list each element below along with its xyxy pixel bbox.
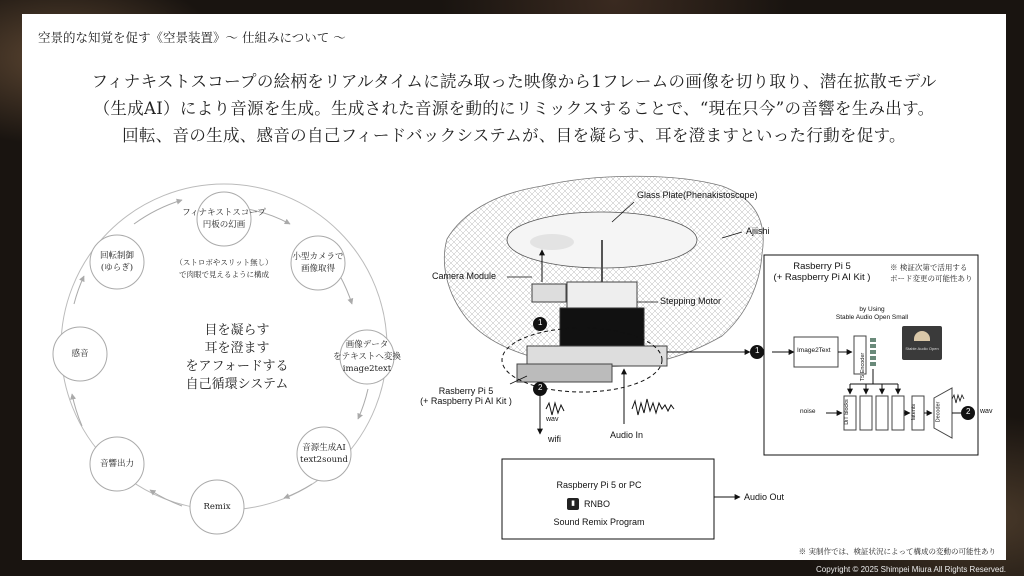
- node-label-2-l2: 画像取得: [300, 264, 336, 274]
- pc-box-program: Sound Remix Program: [553, 517, 645, 527]
- node-label-8-l1: 回転制御: [99, 251, 135, 261]
- glass-plate-label: Glass Plate(Phenakistoscope): [637, 190, 758, 200]
- pi-box-title: [774, 261, 871, 283]
- wav-small-label: wav: [546, 416, 559, 423]
- rnbo-label: RNBO: [584, 499, 611, 509]
- rpi-label-l1: Rasberry Pi 5: [438, 386, 494, 396]
- stable-audio-image-label: Stable Audio Open: [905, 346, 939, 351]
- stable-audio-arch: [914, 331, 930, 341]
- slide-header: 空景的な知覚を促す《空景装置》〜 仕組みについて 〜: [38, 30, 346, 45]
- cycle-arrow-4: [284, 484, 312, 498]
- pi-box-note: [890, 262, 973, 284]
- camera-module-label: Camera Module: [432, 271, 497, 281]
- node-label-8-l2: (ゆらぎ): [100, 263, 134, 273]
- center-line-1: 目を凝らす: [204, 323, 270, 338]
- inner-note-l1: （ストロボやスリット無し）: [175, 258, 273, 267]
- image2text-label: Image2Text: [797, 347, 831, 354]
- stepping-motor-label: Stepping Motor: [660, 296, 722, 306]
- dit-block-2: [860, 396, 872, 430]
- intro-line-3: 回転、音の生成、感音の自己フィードバックシステムが、目を凝らす、耳を澄ますといった行動を促す。: [122, 126, 906, 145]
- motor-top: [567, 282, 637, 308]
- node-label-3-l3: image2text: [342, 364, 392, 374]
- cycle-arrow-8: [134, 200, 182, 224]
- audio-in-wave: [632, 399, 674, 415]
- system-diagram: [22, 14, 1006, 560]
- pi-box-note-l1: ※ 検証次第で活用する: [890, 263, 968, 272]
- center-line-4: 自己循環システム: [185, 377, 289, 392]
- pi-box-using-l1: by Using: [859, 306, 885, 313]
- node-label-1-l1: フィナキストスコープ: [182, 208, 266, 218]
- node-label-4-l2: text2sound: [300, 455, 348, 465]
- audio-in-label: Audio In: [610, 430, 644, 440]
- pi-box-using: [836, 306, 908, 322]
- decoder-label: Decoder: [935, 401, 942, 423]
- t5-encoder-label: T5 Encoder: [860, 352, 867, 382]
- rnbo-icon: ▮: [567, 498, 579, 510]
- center-line-2: 耳を澄ます: [204, 341, 270, 356]
- node-label-3-l1: 画像データ: [345, 340, 389, 350]
- raspberry-pi-board: [517, 364, 612, 382]
- camera-module-shape: [532, 284, 566, 302]
- stable-audio-image: [902, 326, 942, 360]
- pi-box-title-l1: Rasberry Pi 5: [793, 261, 851, 272]
- badge-2b-text: 2: [966, 407, 971, 416]
- t5-token-4: [870, 356, 876, 360]
- noise-label: noise: [800, 408, 816, 415]
- node-label-4: [300, 442, 348, 466]
- badge-2-text: 2: [538, 383, 543, 392]
- audio-out-label: Audio Out: [744, 492, 785, 502]
- node-label-2: [292, 251, 343, 275]
- t5-token-2: [870, 344, 876, 348]
- inner-note-l2: で肉眼で見えるように構成: [178, 270, 269, 279]
- wifi-label: wifi: [548, 434, 561, 444]
- cycle-arrow-3: [358, 389, 368, 419]
- ajiishi-label: Ajiishi: [746, 226, 770, 236]
- node-label-1: [182, 207, 266, 231]
- node-label-5: Remix: [203, 502, 231, 512]
- node-label-7: 感音: [71, 349, 89, 359]
- t5-token-5: [870, 362, 876, 366]
- center-line-3: をアフォードする: [185, 359, 289, 374]
- dit-block-3: [876, 396, 888, 430]
- inner-note: [175, 257, 272, 281]
- dit-block-4: [892, 396, 904, 430]
- pi-box-using-l2: Stable Audio Open Small: [835, 314, 909, 321]
- t5-token-1: [870, 338, 876, 342]
- pi-box-title-l2: (+ Raspberry Pi AI Kit ): [773, 272, 871, 283]
- node-label-4-l1: 音源生成AI: [302, 443, 346, 453]
- pc-box-title: Raspberry Pi 5 or PC: [556, 480, 642, 490]
- rpi-label-l2: (+ Raspberry Pi AI Kit ): [420, 396, 512, 406]
- pi-wav-label: wav: [980, 408, 993, 415]
- node-label-3-l2: をテキストへ変換: [333, 352, 401, 362]
- cycle-arrow-2: [340, 276, 352, 304]
- node-label-1-l2: 円板の幻画: [202, 220, 246, 230]
- latents-label: latents: [911, 403, 918, 421]
- footnote: ※ 実制作では、検証状況によって構成の変動の可能性あり: [798, 547, 996, 556]
- intro-line-2: （生成AI）により音源を生成。生成された音源を動的にリミックスすることで、“現在只今”の音響を生み出す。: [93, 99, 935, 118]
- slide: [22, 14, 1006, 560]
- intro-line-1: フィナキストスコープの絵柄をリアルタイムに読み取った映像から1フレームの画像を切り取り、潜在拡散モデル: [91, 72, 937, 91]
- rpi-label: [420, 386, 512, 406]
- node-label-3: [333, 339, 401, 375]
- pi-box-note-l2: ボード変更の可能性あり: [890, 274, 973, 283]
- node-label-6: 音響出力: [99, 459, 135, 469]
- badge-1-text: 1: [538, 318, 543, 327]
- base-board: [527, 346, 667, 366]
- t5-token-3: [870, 350, 876, 354]
- copyright: Copyright © 2025 Shimpei Miura All Rights Reserved.: [816, 565, 1006, 574]
- node-label-8: [100, 250, 134, 274]
- badge-1b-text: 1: [755, 346, 760, 355]
- glass-highlight: [530, 234, 574, 250]
- dit-blocks-label: DiT blocks: [843, 399, 850, 425]
- wav-wave-small: [546, 403, 564, 415]
- center-text: [162, 322, 312, 394]
- node-label-2-l1: 小型カメラで: [292, 252, 344, 262]
